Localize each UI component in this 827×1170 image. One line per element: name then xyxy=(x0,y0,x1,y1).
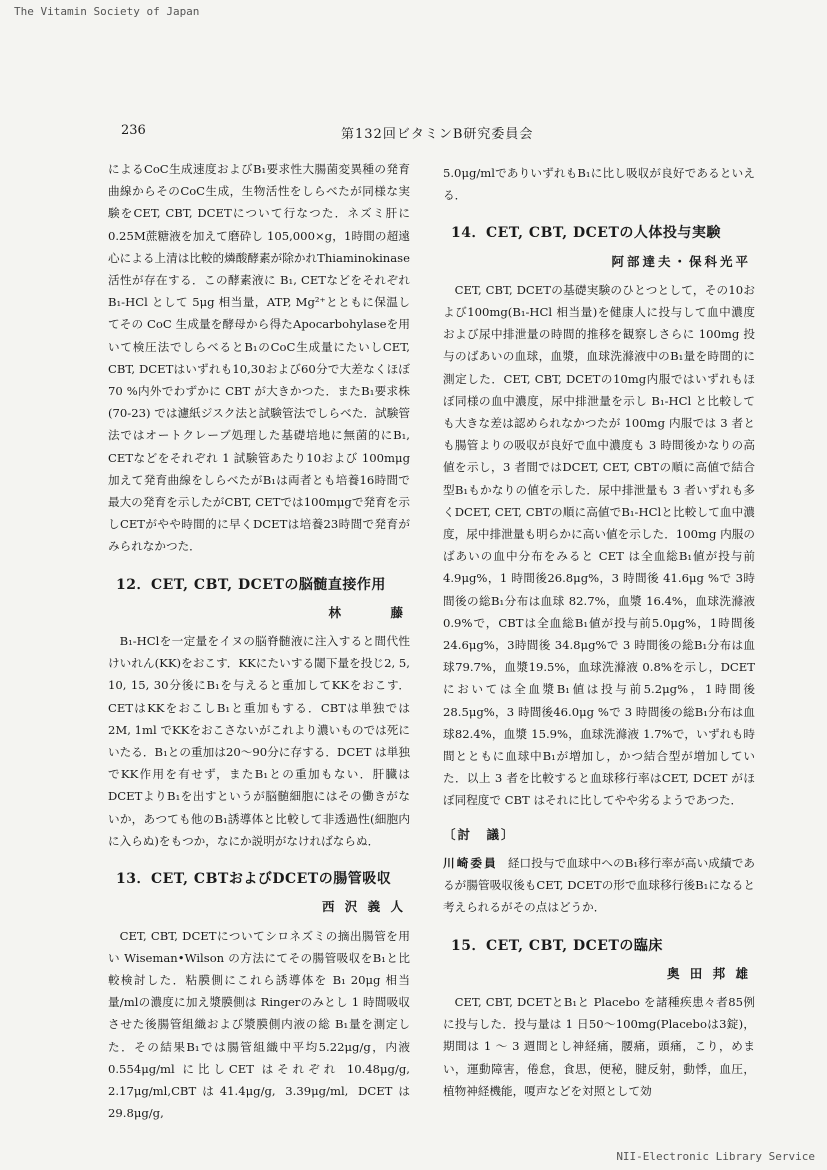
section-15-heading: 15．CET, CBT, DCETの臨床 xyxy=(451,937,663,954)
discussion-heading: 〔討 議〕 xyxy=(443,826,516,842)
source-credit-bottom: NII-Electronic Library Service xyxy=(616,1150,815,1163)
right-column xyxy=(443,162,755,1102)
discussion-body: 経口投与で血球中へのB₁移行率が高い成績であるが腸管吸収後もCET, DCETの形で血球移行後B₁になると考えられるがその点はどうか． xyxy=(443,855,755,915)
section-13-body: CET, CBT, DCETについてシロネズミの摘出腸管を用い Wiseman•Wilson の方法にてその腸管吸収をB₁と比較検討した．粘膜側にこれら誘導体を B₁ 20μg 相当量/mlの濃度に加え漿膜側は Ringerのみとし 1 時間吸収させた後腸管組織および漿膜側内液の総 B₁量を測定した．その結果B₁では腸管組織中平均5.22μg/g，内液0.554μg/ml に比しCET はそれぞれ 10.48μg/g, 2.17μg/ml,CBTは41.4μg/g, 3.39μg/ml, DCETは29.8μg/g, xyxy=(108,928,410,1121)
section-13-continuation: 5.0μg/mlでありいずれもB₁に比し吸収が良好であるといえる． xyxy=(443,166,755,203)
section-15-author: 奥 田 邦 雄 xyxy=(666,965,751,981)
section-15-body: CET, CBT, DCETとB₁と Placebo を諸種疾患々者85例に投与した．投与量は 1 日50～100mg(Placeboは3錠)，期間は 1 ～ 3 週間とし神経痛，腰痛，頭痛，こり，めまい，運動障害，倦怠，食思，便秘，腱反射，動悸，血圧，植物神経機能，嗄声などを対照として効 xyxy=(443,994,755,1098)
section-14-body: CET, CBT, DCETの基礎実験のひとつとして，その10および100mg(B₁-HCl 相当量)を健康人に投与して血中濃度および尿中排泄量の時間的推移を観察しさらに 100mg 投与のばあいの血球，血漿，血球洗滌液中のB₁量を時間的に測定した．CET, CBT, DCETの10mg内服ではいずれもほぼ同様の血中濃度，尿中排泄量を示し B₁-HCl と比較しても大きな差は認められなかつたが 100mg 内服では 3 者とも腸管よりの吸収が良好で血中濃度も 3 時間後かなりの高値を示し，3 者間ではDCET, CET, CBTの順に高値で結合型B₁もかなりの値を示した．尿中排泄量も 3 者いずれも多くDCET, CET, CBTの順に高値でB₁-HClと比較して血中濃度，尿中排泄量も明らかに高い値を示した．100mg 内服のばあいの血中分布をみると CET は全血総B₁値が投与前4.9μg%，1 時間後26.8μg%，3 時間後 41.6μg %で 3時間後の総B₁分布は血球 82.7%，血漿 16.4%，血球洗滌液0.9%で，CBTは全血総B₁値が投与前5.0μg%，1時間後24.6μg%，3時間後 34.8μg%で 3 時間後の総B₁分布は血球79.7%，血漿19.5%，血球洗滌液 0.8%を示し，DCETにおいては全血漿B₁値は投与前5.2μg%，1時間後28.5μg%，3 時間後46.0μg %で 3 時間後の総B₁分布は血球82.4%，血漿 15.9%，血球洗滌液 1.7%で，いずれも時間とともに血球中B₁が増加し，かつ結合型が増加していた．以上 3 者を比較すると血球移行率はCET, DCET がほぼ同程度で CBT はそれに比してやや劣るようであつた． xyxy=(443,282,755,808)
discussion-entry xyxy=(443,852,755,919)
page-number: 236 xyxy=(121,123,146,138)
section-13-author: 西 沢 義 人 xyxy=(321,899,406,915)
section-14-author: 阿部達夫・保科光平 xyxy=(611,253,751,269)
left-column xyxy=(108,158,410,1124)
section-12-author: 林 藤 xyxy=(328,604,406,620)
discussion-speaker: 川崎委員 xyxy=(443,855,498,870)
section-12-heading: 12．CET, CBT, DCETの脳髄直接作用 xyxy=(116,576,386,593)
intro-paragraph: によるCoC生成速度およびB₁要求性大腸菌変異種の発育曲線からそのCoC生成，生物活性をしらべたが同様な実験をCET, CBT, DCETについて行なつた．ネズミ肝に0.25M蔗糖液を加えて磨砕し 105,000×g，1時間の超遠心による上清は比較的燐酸酵素が除かれThiaminokinase 活性が存在する．この酵素液に B₁, CETなどをそれぞれ B₁-HCl として 5μg 相当量，ATP, Mg²⁺とともに保温してその CoC 生成量を酵母から得たApocarbohylaseを用いて検圧法でしらべるとB₁のCoC生成量にたいしCET, CBT, DCETはいずれも10,30および60分で大差なくほぼ 70 %内外でわずかに CBT が大きかつた．またB₁要求株 (70-23) では濾紙ジスク法と試験管法でしらべた．試験管法ではオートクレーブ処理した基礎培地に無菌的にB₁, CETなどをそれぞれ 1 試験管あたり10および 100mμg 加えて発育曲線をしらべたがB₁は両者とも培養16時間で最大の発育を示したがCBT, CETでは100mμgで発育を示しCETがやや時間的に早くDCETは培養23時間で発育がみられなかつた． xyxy=(108,162,410,554)
running-header: 第132回ビタミンB研究委員会 xyxy=(341,127,534,142)
section-13-heading: 13．CET, CBTおよびDCETの腸管吸収 xyxy=(116,871,392,888)
source-credit-top: The Vitamin Society of Japan xyxy=(14,5,200,18)
section-12-body: B₁-HClを一定量をイヌの脳脊髄液に注入すると間代性けいれん(KK)をおこす．KKにたいする閾下量を投じ2, 5, 10, 15, 30分後にB₁を与えると重加してKKをおこす．CETはKKをおこしB₁と重加もする．CBTは単独では 2M, 1ml でKKをおこさないがこれより濃いものでは死にいたる．B₁との重加は20～90分に存する．DCET は単独でKK作用を有せず，またB₁との重加もない．肝臓はDCETよりB₁を出すというが脳髄細胞にはその働きがないか，あつても他のB₁誘導体と比較して非透過性(細胞内に入らぬ)をもつか，なにか説明がなければならぬ． xyxy=(108,634,410,848)
section-14-heading: 14．CET, CBT, DCETの人体投与実験 xyxy=(451,225,721,242)
